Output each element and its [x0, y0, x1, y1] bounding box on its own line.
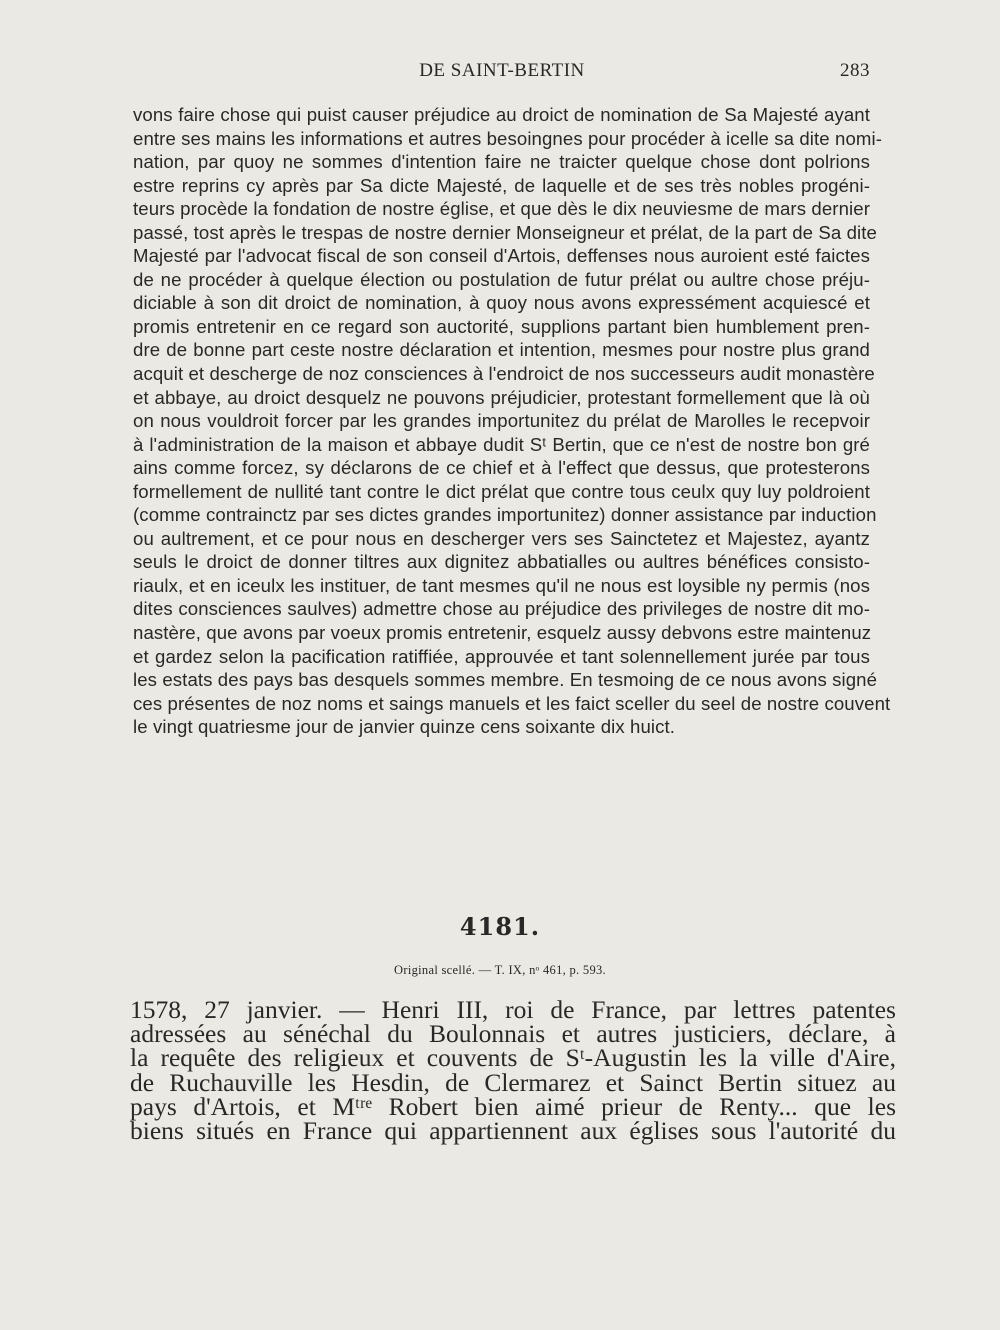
text-line: passé, tost après le trespas de nostre dernier Monseigneur et prélat, de la part de Sa dite [133, 221, 877, 243]
text-line: riaulx, et en iceulx les instituer, de tant mesmes qu'il ne nous est loysible ny permis (nos [133, 574, 870, 596]
text-line: promis entretenir en ce regard son auctorité, supplions partant bien humblement pren- [133, 315, 870, 337]
text-line: estre reprins cy après par Sa dicte Majesté, de laquelle et de ses très nobles progéni- [133, 174, 870, 196]
text-line: ou aultrement, et ce pour nous en descherger vers ses Sainctetez et Majestez, ayantz [133, 527, 870, 549]
text-line: dites consciences saulves) admettre chose au préjudice des privileges de nostre dit mo- [133, 598, 870, 620]
text-line: et abbaye, au droict desquelz ne pouvons préjudicier, protestant formellement que là où [133, 386, 870, 408]
text-line: teurs procède la fondation de nostre église, et que dès le dix neuviesme de mars dernier [133, 198, 870, 220]
text-line: le vingt quatriesme jour de janvier quinze cens soixante dix huict. [133, 716, 676, 738]
text-line: entre ses mains les informations et autres besoingnes pour procéder à icelle sa dite nomi- [133, 127, 882, 149]
source-note: Original scellé. — T. IX, nᵒ 461, p. 593. [394, 963, 606, 977]
summary-line: 1578, 27 janvier. — Henri III, roi de France, par lettres patentes [130, 995, 896, 1024]
summary-line: la requête des religieux et couvents de Sᵗ-Augustin les la ville d'Aire, [130, 1043, 896, 1073]
text-line: nation, par quoy ne sommes d'intention faire ne traicter quelque chose dont polrions [133, 151, 870, 173]
text-line: Majesté par l'advocat fiscal de son conseil d'Artois, deffenses nous auroient esté faictes [133, 245, 870, 267]
text-line: à l'administration de la maison et abbaye dudit Sᵗ Bertin, que ce n'est de nostre bon gré [133, 433, 870, 455]
entry-number: 4181. [459, 912, 541, 941]
running-title: DE SAINT-BERTIN [419, 60, 585, 81]
summary-line: adressées au sénéchal du Boulonnais et autres justiciers, déclare, à [130, 1019, 896, 1049]
text-line: diciable à son dit droict de nomination, à quoy nous avons expressément acquiescé et [133, 292, 870, 314]
text-line: ces présentes de noz noms et saings manuels et les faict sceller du seel de nostre couvent [133, 692, 891, 714]
text-line: les estats des pays bas desquels sommes membre. En tesmoing de ce nous avons signé [133, 669, 878, 691]
summary-line: de Ruchauville les Hesdin, de Clermarez et Sainct Bertin situez au [130, 1067, 896, 1097]
text-line: seuls le droict de donner tiltres aux dignitez abbatialles ou aultres bénéfices consisto- [133, 551, 870, 573]
letter-text [133, 103, 891, 739]
text-line: (comme contrainctz par ses dictes grandes importunitez) donner assistance par induction [133, 504, 877, 526]
text-line: dre de bonne part ceste nostre déclaration et intention, mesmes pour nostre plus grand [133, 339, 870, 361]
text-line: de ne procéder à quelque élection ou postulation de futur prélat ou aultre chose préju- [133, 268, 870, 290]
text-line: acquit et descherge de noz consciences à l'endroict de nos successeurs audit monastère [133, 363, 875, 385]
text-line: et gardez selon la pacification ratiffiée, approuvée et tant solennellement jurée par tous [133, 645, 870, 667]
text-line: formellement de nullité tant contre le dict prélat que contre tous ceulx quy luy poldroient [133, 480, 870, 502]
text-line: vons faire chose qui puist causer préjudice au droict de nomination de Sa Majesté ayant [133, 104, 870, 125]
text-line: on nous vouldroit forcer par les grandes importunitez du prélat de Marolles le recepvoir [133, 410, 870, 432]
page-number: 283 [840, 60, 870, 81]
running-head [134, 60, 870, 86]
entry-summary [130, 995, 896, 1146]
text-line: ains comme forcez, sy déclarons de ce chief et à l'effect que dessus, que protesterons [133, 457, 870, 479]
summary-line: pays d'Artois, et Mᵗʳᵉ Robert bien aimé prieur de Renty... que les [130, 1091, 896, 1121]
summary-line: biens situés en France qui appartiennent aux églises sous l'autorité du [130, 1116, 896, 1146]
text-line: nastère, que avons par voeux promis entretenir, esquelz aussy debvons estre maintenuz [133, 622, 872, 644]
